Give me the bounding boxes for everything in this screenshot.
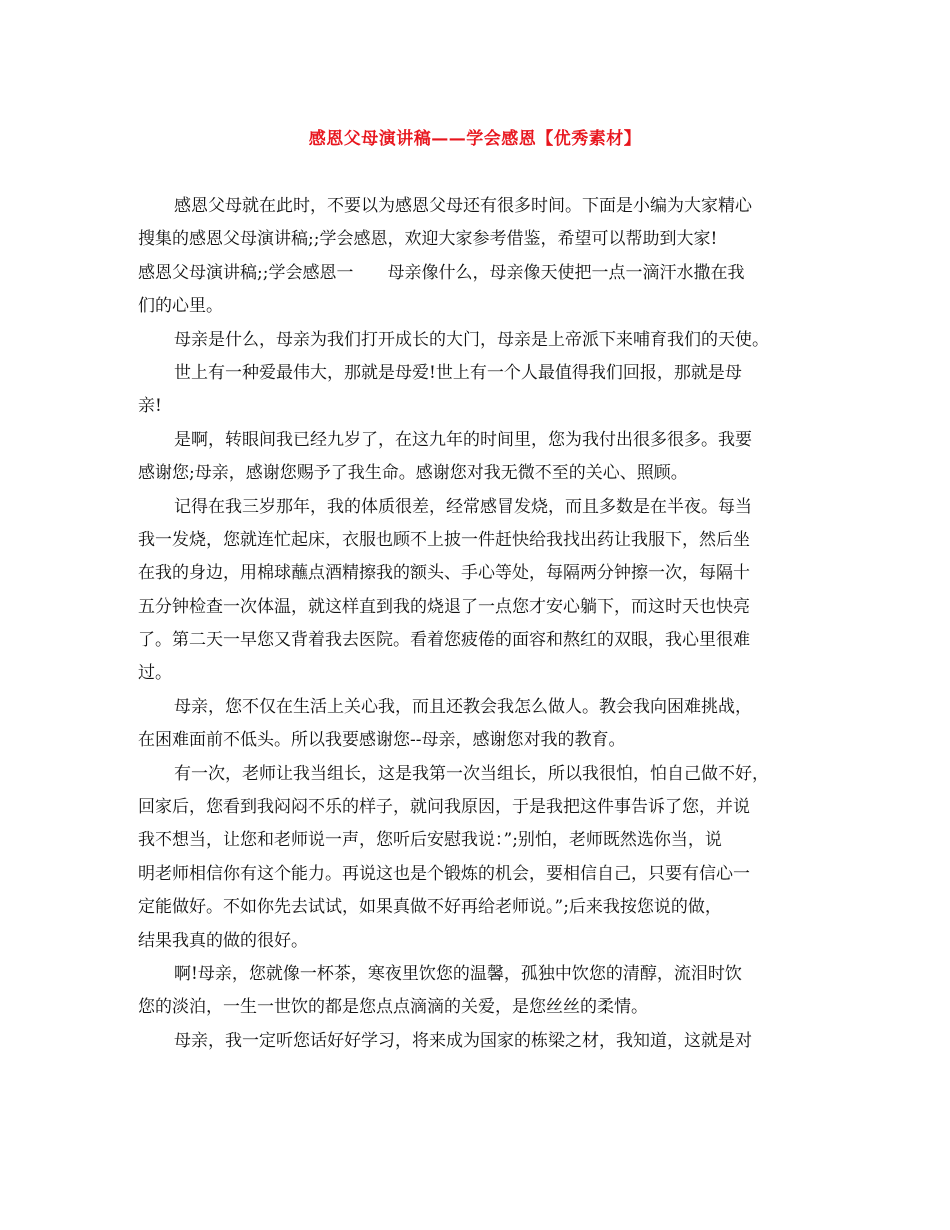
text-line: 感恩父母演讲稿;;学会感恩一 母亲像什么，母亲像天使把一点一滴汗水撒在我	[138, 262, 745, 283]
text-line: 结果我真的做的很好。	[138, 930, 308, 951]
text-line: 记得在我三岁那年，我的体质很差，经常感冒发烧，而且多数是在半夜。每当	[174, 496, 752, 517]
text-line: 亲!	[138, 396, 162, 417]
document-body	[138, 190, 818, 1058]
text-line: 搜集的感恩父母演讲稿;;学会感恩，欢迎大家参考借鉴，希望可以帮助到大家!	[138, 229, 718, 250]
text-line: 感恩父母就在此时，不要以为感恩父母还有很多时间。下面是小编为大家精心	[174, 196, 752, 216]
text-line: 回家后，您看到我闷闷不乐的样子，就问我原因，于是我把这件事告诉了您，并说	[138, 797, 750, 818]
text-line: 在困难面前不低头。所以我要感谢您--母亲，感谢您对我的教育。	[138, 730, 626, 751]
text-line: 了。第二天一早您又背着我去医院。看着您疲倦的面容和熬红的双眼，我心里很难	[138, 630, 750, 651]
text-line: 明老师相信你有这个能力。再说这也是个锻炼的机会，要相信自己，只要有信心一	[138, 863, 750, 884]
text-line: 五分钟检查一次体温，就这样直到我的烧退了一点您才安心躺下，而这时天也快亮	[138, 596, 750, 617]
text-line: 您的淡泊，一生一世饮的都是您点点滴滴的关爱，是您丝丝的柔情。	[138, 997, 648, 1018]
text-line: 是啊，转眼间我已经九岁了，在这九年的时间里，您为我付出很多很多。我要	[174, 429, 752, 450]
text-line: 母亲，您不仅在生活上关心我，而且还教会我怎么做人。教会我向困难挑战，	[174, 696, 752, 717]
text-line: 世上有一种爱最伟大，那就是母爱!世上有一个人最值得我们回报，那就是母	[174, 362, 742, 383]
text-line: 过。	[138, 663, 172, 684]
text-line: 啊!母亲，您就像一杯茶，寒夜里饮您的温馨，孤独中饮您的清醇，流泪时饮	[174, 963, 742, 984]
text-line: 母亲，我一定听您话好好学习，将来成为国家的栋梁之材，我知道，这就是对	[174, 1030, 752, 1051]
text-line: 我一发烧，您就连忙起床，衣服也顾不上披一件赶快给我找出药让我服下，然后坐	[138, 529, 750, 550]
text-line: 们的心里。	[138, 296, 223, 317]
text-line: 有一次，老师让我当组长，这是我第一次当组长，所以我很怕，怕自己做不好，	[174, 763, 769, 784]
text-line: 感谢您;母亲，感谢您赐予了我生命。感谢您对我无微不至的关心、照顾。	[138, 463, 688, 484]
text-line: 在我的身边，用棉球蘸点酒精擦我的额头、手心等处，每隔两分钟擦一次，每隔十	[138, 563, 750, 584]
text-line: 我不想当，让您和老师说一声，您听后安慰我说：”;别怕，老师既然选你当，说	[138, 830, 722, 851]
text-line: 定能做好。不如你先去试试，如果真做不好再给老师说。”;后来我按您说的做，	[138, 897, 722, 918]
document-title: 感恩父母演讲稿——学会感恩【优秀素材】	[308, 129, 642, 149]
text-line: 母亲是什么，母亲为我们打开成长的大门，母亲是上帝派下来哺育我们的天使。	[174, 329, 769, 350]
